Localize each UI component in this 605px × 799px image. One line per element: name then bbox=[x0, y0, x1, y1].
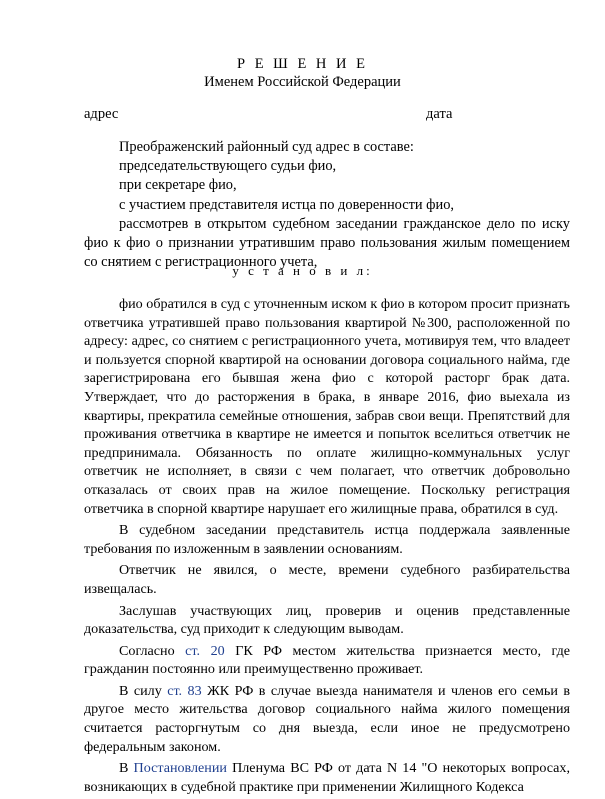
paragraph-text: В силу bbox=[119, 682, 168, 699]
paragraph-defendant: Ответчик не явился, о месте, времени судебного разбирательства извещалась. bbox=[84, 562, 570, 597]
intro-block bbox=[84, 138, 570, 272]
paragraph-text: Пленума ВС РФ от дата N 14 "О некоторых вопросах, возникающих в судебной практике при применении Жилищного Кодекса bbox=[84, 760, 570, 795]
paragraph-claim: фио обратился в суд с уточненным иском к фио в котором просит признать ответчика утратившей право пользования квартирой №300, расположенной по адресу: адрес, со снятием с регистрационного учета, мотивируя тем, что владеет и пользуется спорной квартирой на основании договора социального найма, где зарегистрирована его бывшая жена фио с которой расторг брак дата. Утверждает, что до расторжения в брака, в январе 2016, фио выехала из квартиры, прекратила семейные отношения, забрав свои вещи. Препятствий для проживания ответчика в квартире не имеется и попыток вселиться ответчик не предпринимала. Обязанность по оплате жилищно-коммунальных услуг ответчик не исполняет, в связи с чем полагает, что ответчик добровольно отказалась от своих прав на жилое помещение. Поскольку регистрация ответчика в спорной квартире нарушает его жилищные права, обратился в суд. bbox=[84, 296, 570, 517]
paragraph-article-83 bbox=[84, 682, 570, 756]
date-label: дата bbox=[426, 106, 453, 122]
article-20-link[interactable]: ст. 20 bbox=[185, 642, 225, 659]
paragraph-article-20 bbox=[84, 642, 570, 679]
document-body bbox=[84, 295, 570, 799]
paragraph-hearing: В судебном заседании представитель истца поддержала заявленные требования по изложенным в заявлении основаниям. bbox=[84, 522, 570, 557]
considering-paragraph: рассмотрев в открытом судебном заседании гражданское дело по иску фио к фио о признании утратившим право пользования жилым помещением со снятием с регистрационного учета, bbox=[84, 215, 570, 271]
paragraph-text: ЖК РФ в случае выезда нанимателя и членов его семьи в другое место жительства договор социального найма жилого помещения считается расторгнутым со дня выезда, если иное не предусмотрено федеральным законом. bbox=[84, 682, 570, 755]
paragraph-text: В bbox=[119, 760, 134, 777]
address-label: адрес bbox=[84, 106, 119, 122]
paragraph-text: Согласно bbox=[119, 642, 186, 659]
representative-line: с участием представителя истца по доверенности фио, bbox=[119, 196, 455, 213]
document-subtitle: Именем Российской Федерации bbox=[204, 74, 401, 90]
secretary-line: при секретаре фио, bbox=[119, 177, 237, 194]
judge-line: председательствующего судьи фио, bbox=[119, 158, 337, 175]
resolution-link[interactable]: Постановлении bbox=[133, 760, 227, 777]
established-heading: у с т а н о в и л: bbox=[232, 263, 373, 278]
paragraph-text: ГК РФ местом жительства признается место, где гражданин постоянно или преимущественно проживает. bbox=[84, 642, 570, 678]
paragraph-resolution bbox=[84, 759, 570, 796]
article-83-link[interactable]: ст. 83 bbox=[167, 682, 202, 699]
court-line: Преображенский районный суд адрес в составе: bbox=[119, 139, 414, 155]
document-title: Р Е Ш Е Н И Е bbox=[237, 56, 368, 72]
paragraph-findings: Заслушав участвующих лиц, проверив и оценив представленные доказательства, суд приходит к следующим выводам. bbox=[84, 602, 570, 638]
